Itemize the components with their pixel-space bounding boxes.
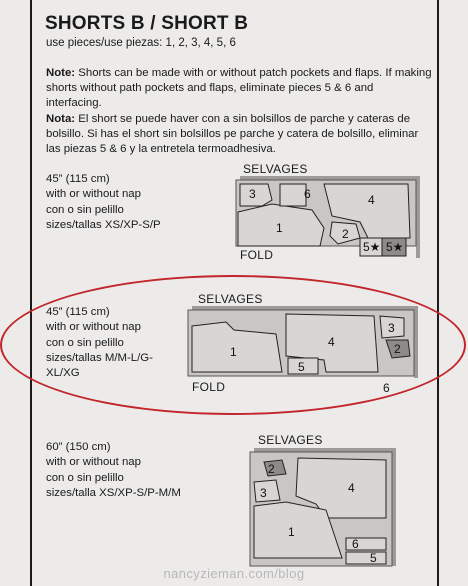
- page-title: SHORTS B / SHORT B: [45, 13, 249, 34]
- note-spanish-text: El short se puede haver con a sin bolsillos de parche y cateras de bolsillo. Si has el short sin bolsillos pe parche y catera de bolsillo, eliminar las piezas 5 & 6 y la entretela termoadhesiva.: [46, 112, 419, 156]
- piece-5a-label: 5★: [363, 240, 381, 254]
- layout-3-nap: with or without nap: [46, 456, 141, 469]
- piece-1-label: 1: [230, 345, 237, 359]
- piece-4-label: 4: [328, 335, 335, 349]
- pattern-piece-6: [280, 184, 306, 206]
- note-spanish-label: Nota:: [46, 112, 76, 125]
- layout-1-sizes: sizes/tallas XS/XP-S/P: [46, 218, 161, 231]
- layout-1-nap: with or without nap: [46, 188, 141, 201]
- layout-1-diagram: [232, 176, 422, 266]
- layout-1-description: [46, 172, 161, 233]
- layout-1-width: 45” (115 cm): [46, 173, 110, 185]
- note-english: [46, 66, 432, 112]
- piece-4-label: 4: [368, 193, 375, 207]
- layout-3-diagram: [246, 448, 396, 566]
- layout-2-nap: with or without nap: [46, 321, 141, 334]
- piece-1-label: 1: [276, 221, 283, 235]
- layout-2-selvages-label: SELVAGES: [198, 292, 263, 306]
- layout-3-description: [46, 440, 181, 501]
- pattern-piece-3: [240, 184, 272, 206]
- pieces-subtitle: use pieces/use piezas: 1, 2, 3, 4, 5, 6: [46, 37, 236, 49]
- page-border-right: [437, 0, 439, 586]
- piece-3-label: 3: [249, 187, 256, 201]
- piece-2-label: 2: [342, 227, 349, 241]
- notes-block: [46, 66, 432, 157]
- layout-1-nap-es: con o sin pelillo: [46, 203, 124, 216]
- layout-2-diagram: [186, 306, 418, 382]
- layout-1-fold-label: FOLD: [240, 248, 274, 262]
- layout-3-nap-es: con o sin pelillo: [46, 471, 124, 484]
- piece-2-label: 2: [394, 342, 401, 356]
- piece-5-label: 5: [370, 551, 377, 565]
- note-english-text: Shorts can be made with or without patch pockets and flaps. If making shorts without path pockets and flaps, eliminate pieces 5 & 6 and interfacing.: [46, 67, 432, 110]
- layout-1-selvages-label: SELVAGES: [243, 162, 308, 176]
- layout-2-width: 45” (115 cm): [46, 306, 110, 318]
- note-spanish: [46, 112, 432, 158]
- pattern-piece-5: [346, 552, 386, 564]
- piece-4-label: 4: [348, 481, 355, 495]
- note-english-label: Note:: [46, 67, 76, 79]
- piece-6-label: 6: [352, 537, 359, 551]
- layout-2-description: [46, 305, 153, 381]
- piece-3-label: 3: [260, 486, 267, 500]
- piece-2-label: 2: [268, 462, 275, 476]
- piece-6-label: 6: [304, 187, 311, 201]
- layout-2-piece-6-label: 6: [383, 381, 390, 395]
- layout-2-fold-label: FOLD: [192, 380, 226, 394]
- piece-5b-label: 5★: [386, 240, 404, 254]
- page-border-left: [30, 0, 32, 586]
- pattern-piece-3: [254, 480, 280, 502]
- piece-1-label: 1: [288, 525, 295, 539]
- layout-2-sizes-cont: XL/XG: [46, 367, 80, 380]
- layout-3-sizes: sizes/talla XS/XP-S/P-M/M: [46, 486, 181, 499]
- piece-3-label: 3: [388, 321, 395, 335]
- watermark: nancyzieman.com/blog: [163, 566, 305, 581]
- layout-2-nap-es: con o sin pelillo: [46, 336, 124, 349]
- layout-3-width: 60” (150 cm): [46, 441, 111, 453]
- layout-2-sizes: sizes/tallas M/M-L/G-: [46, 351, 153, 364]
- piece-5-label: 5: [298, 360, 305, 374]
- layout-3-selvages-label: SELVAGES: [258, 433, 323, 447]
